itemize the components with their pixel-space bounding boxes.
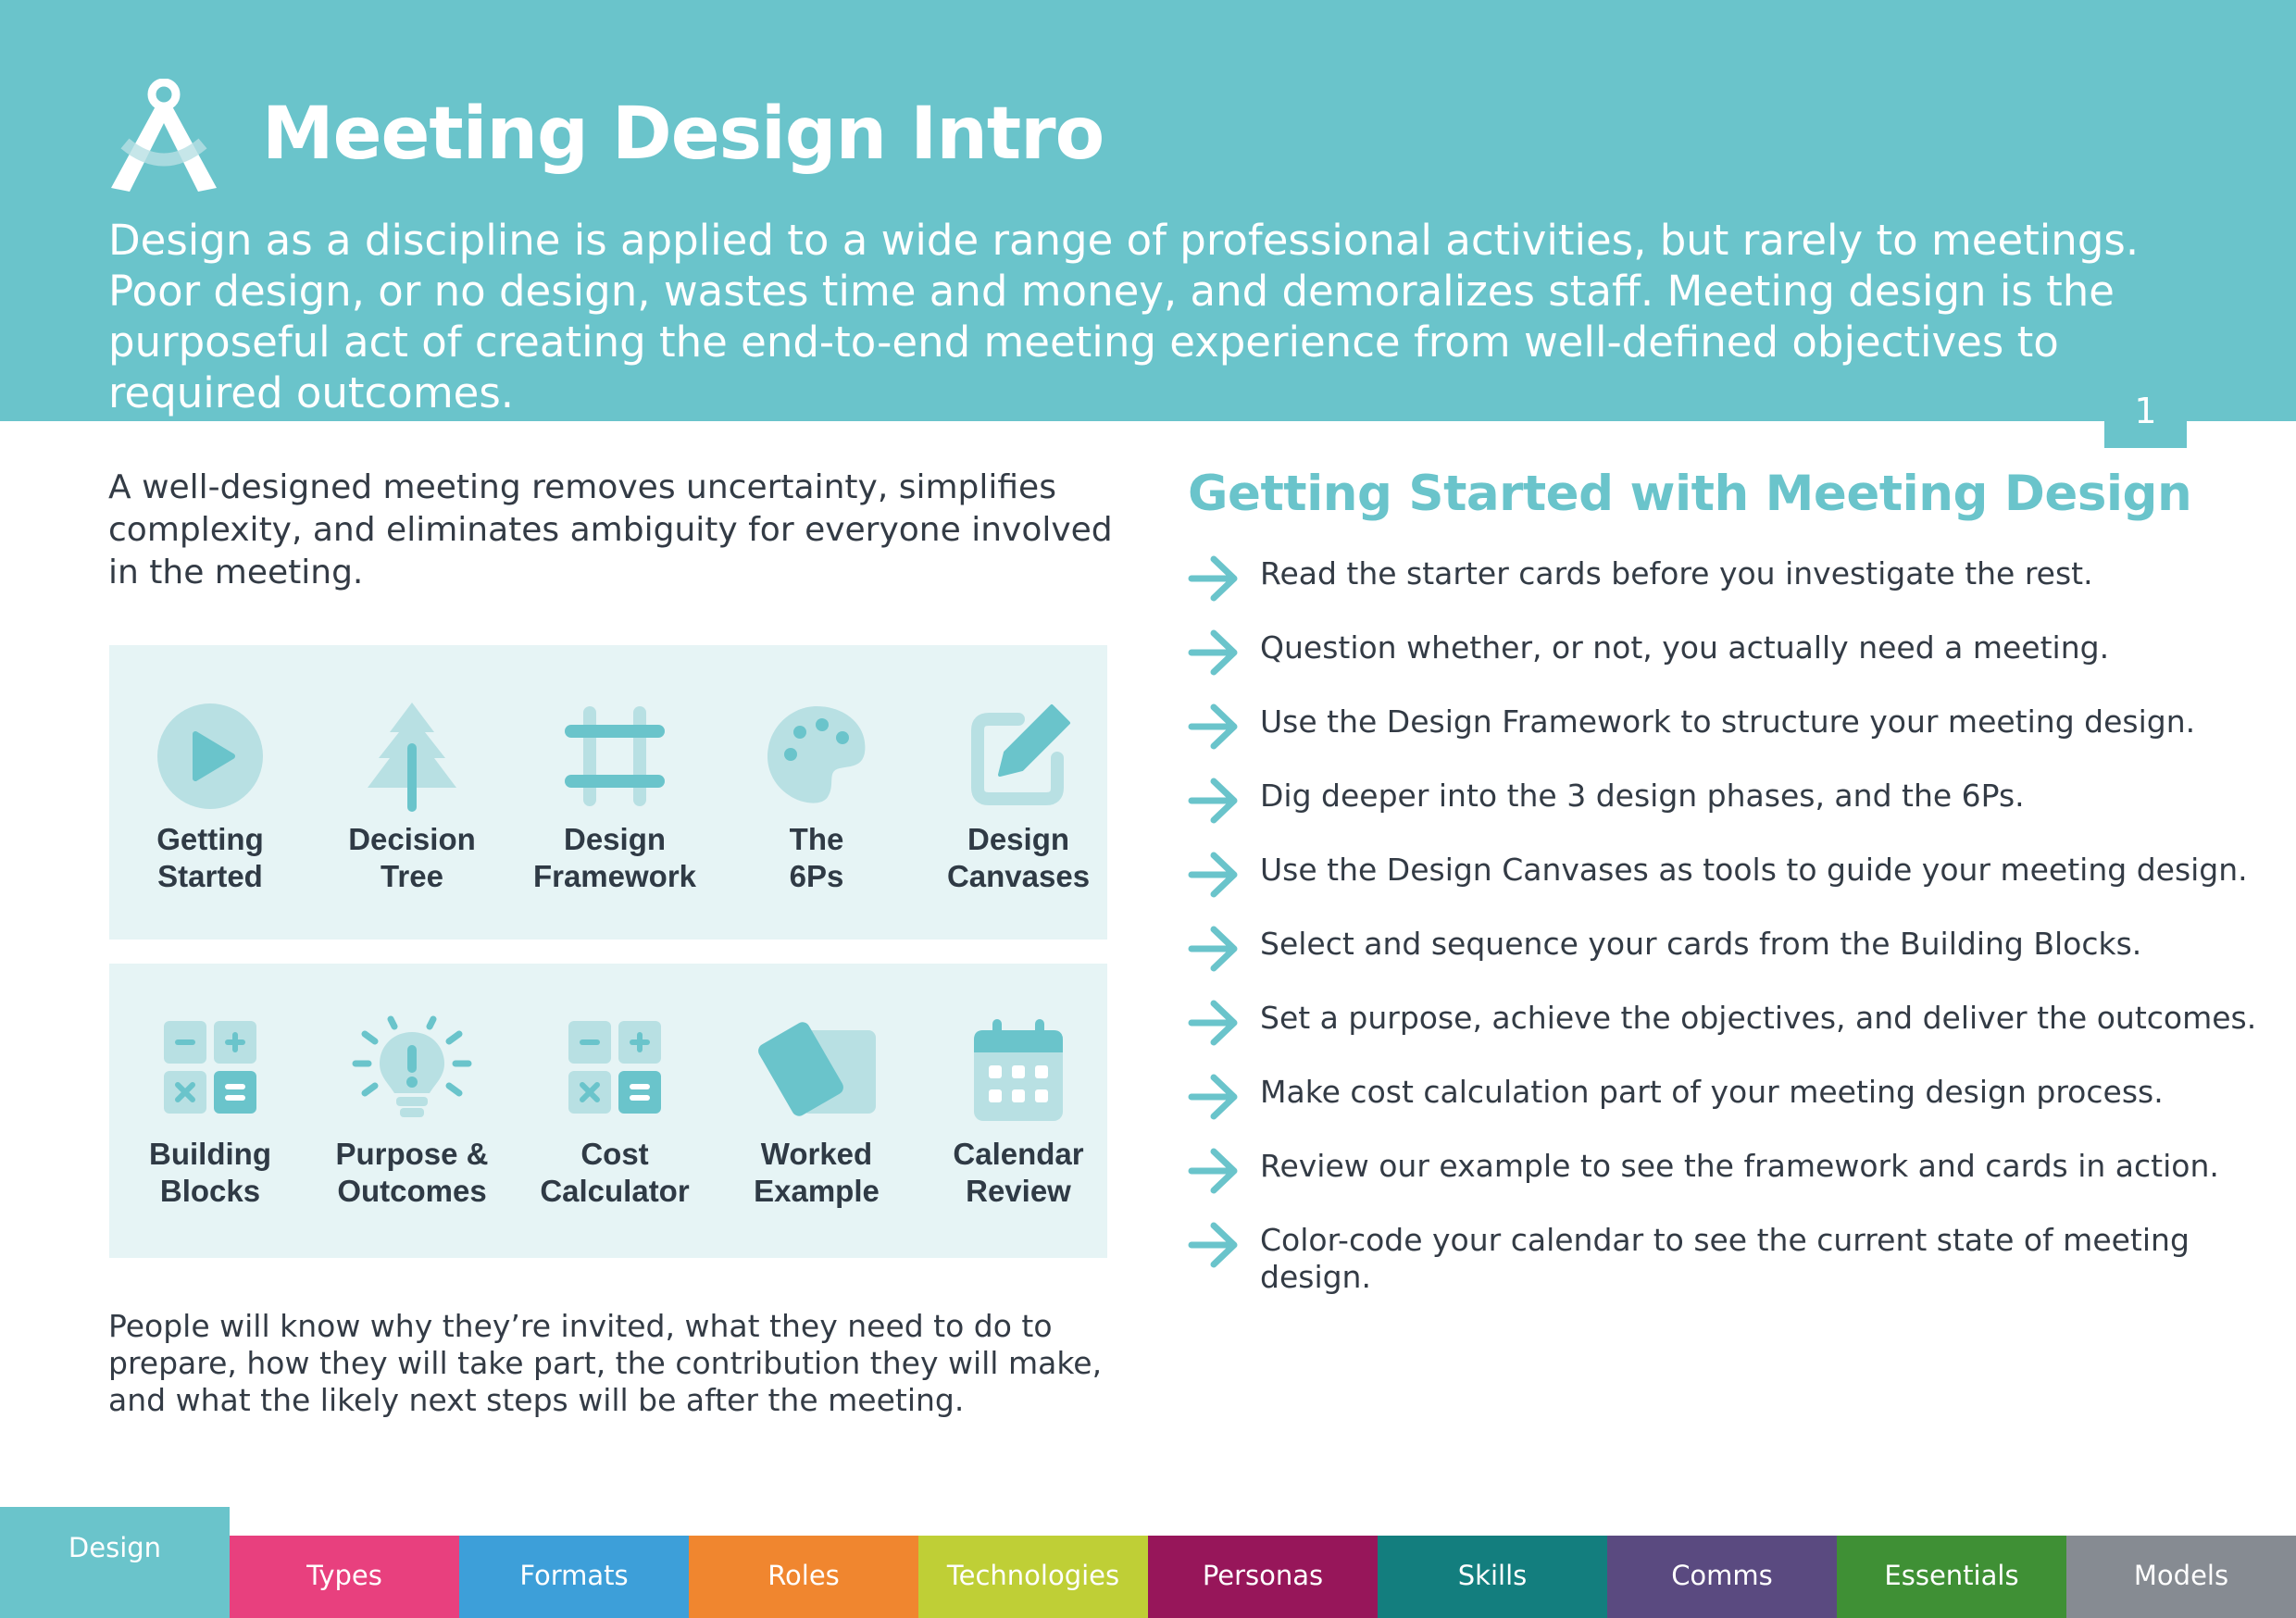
step-text: Question whether, or not, you actually need a meeting. [1260, 629, 2110, 666]
step-item [1188, 998, 2257, 1072]
step-text: Select and sequence your cards from the Building Blocks. [1260, 926, 2142, 962]
card-label: Calendar Review [953, 1137, 1084, 1208]
closing-paragraph: People will know why they’re invited, what they need to do to prepare, how they will take part, the contribution they will make, and what the likely next steps will be after the meeting. [108, 1308, 1103, 1418]
card-the-6ps[interactable] [719, 701, 914, 895]
card-label: Decision Tree [348, 822, 476, 893]
section-tabs [0, 1507, 2296, 1618]
tab-skills[interactable]: Skills [1378, 1536, 1607, 1618]
step-text: Review our example to see the framework and cards in action. [1260, 1148, 2219, 1184]
card-design-framework[interactable] [518, 701, 712, 895]
step-text: Read the starter cards before you investigate the rest. [1260, 555, 2093, 591]
card-building-blocks[interactable] [113, 1015, 307, 1210]
card-label: The 6Ps [789, 822, 844, 893]
step-item [1188, 1146, 2252, 1220]
step-item [1188, 1072, 2252, 1146]
step-text: Color-code your calendar to see the current state of meeting design. [1260, 1222, 2190, 1295]
tab-personas[interactable]: Personas [1148, 1536, 1378, 1618]
card-calendar-review[interactable] [921, 1015, 1116, 1210]
card-design-canvases[interactable] [921, 701, 1116, 895]
card-label: Worked Example [754, 1137, 880, 1208]
grid-frame-icon [559, 701, 670, 812]
card-label: Cost Calculator [540, 1137, 690, 1208]
cards-icon [752, 1015, 881, 1126]
compass-icon [106, 79, 222, 194]
step-item [1188, 554, 2252, 628]
play-icon [155, 701, 266, 812]
tab-design[interactable]: Design [0, 1507, 230, 1618]
card-getting-started[interactable] [113, 701, 307, 895]
step-text: Set a purpose, achieve the objectives, and deliver the outcomes. [1260, 1000, 2257, 1036]
step-text: Make cost calculation part of your meeting design process. [1260, 1074, 2164, 1110]
step-text: Dig deeper into the 3 design phases, and the 6Ps. [1260, 778, 2025, 814]
calculator-icon [559, 1015, 670, 1126]
card-decision-tree[interactable] [315, 701, 509, 895]
tab-models[interactable]: Models [2066, 1536, 2296, 1618]
lightbulb-icon [343, 1015, 481, 1126]
arrow-right-icon [1188, 1222, 1240, 1268]
edit-canvas-icon [963, 701, 1074, 812]
arrow-right-icon [1188, 778, 1240, 824]
card-label: Design Canvases [946, 822, 1091, 893]
step-item [1188, 1220, 2252, 1294]
tab-essentials[interactable]: Essentials [1837, 1536, 2066, 1618]
arrow-right-icon [1188, 1074, 1240, 1120]
card-label: Purpose & Outcomes [335, 1137, 489, 1208]
step-item [1188, 776, 2252, 850]
arrow-right-icon [1188, 926, 1240, 972]
tree-icon [356, 701, 468, 812]
calendar-icon [963, 1015, 1074, 1126]
tab-roles[interactable]: Roles [689, 1536, 918, 1618]
tab-technologies[interactable]: Technologies [918, 1536, 1148, 1618]
step-item [1188, 850, 2252, 924]
arrow-right-icon [1188, 1148, 1240, 1194]
arrow-right-icon [1188, 703, 1240, 750]
section-title: Getting Started with Meeting Design [1188, 466, 2192, 522]
card-worked-example[interactable] [719, 1015, 914, 1210]
step-item [1188, 924, 2252, 998]
arrow-right-icon [1188, 555, 1240, 602]
card-label: Getting Started [156, 822, 264, 893]
intro-text: Design as a discipline is applied to a wide range of professional activities, but rarely to meetings. Poor design, or no design, wastes time and money, and demoralizes staff. Meeting design is the purposeful act of creating the end-to-end meeting experience from well-defined objectives to required outcomes. [108, 216, 2140, 417]
card-label: Building Blocks [149, 1137, 271, 1208]
step-item [1188, 702, 2252, 776]
card-label: Design Framework [532, 822, 697, 893]
steps-list [1188, 554, 2257, 1295]
card-cost-calculator[interactable] [518, 1015, 712, 1210]
page-number: 1 [2104, 387, 2187, 448]
step-text: Use the Design Canvases as tools to guide your meeting design. [1260, 852, 2248, 888]
arrow-right-icon [1188, 852, 1240, 898]
card-panel-bottom [109, 964, 1107, 1258]
tab-formats[interactable]: Formats [459, 1536, 689, 1618]
card-purpose-outcomes[interactable] [315, 1015, 509, 1210]
step-item [1188, 628, 2252, 702]
header-banner [0, 0, 2296, 421]
arrow-right-icon [1188, 1000, 1240, 1046]
tab-comms[interactable]: Comms [1607, 1536, 1837, 1618]
card-panel-top [109, 645, 1107, 940]
arrow-right-icon [1188, 629, 1240, 676]
lead-paragraph: A well-designed meeting removes uncertainty, simplifies complexity, and eliminates ambiguity for everyone involved in the meeting. [108, 468, 1113, 591]
tab-types[interactable]: Types [230, 1536, 459, 1618]
calculator-icon [155, 1015, 266, 1126]
palette-icon [761, 701, 872, 812]
page-title: Meeting Design Intro [262, 93, 1104, 176]
step-text: Use the Design Framework to structure your meeting design. [1260, 703, 2196, 740]
